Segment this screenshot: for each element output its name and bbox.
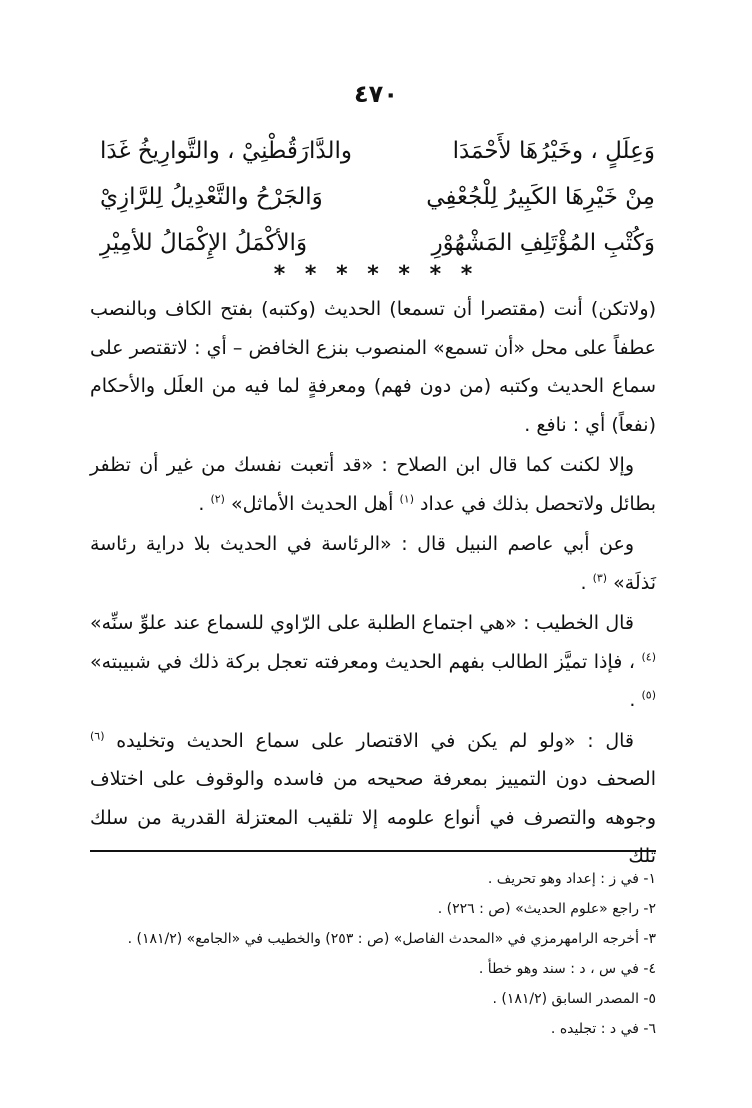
paragraph-text: أهل الحديث الأماثل»	[231, 492, 394, 515]
paragraph-text: (ولاتكن) أنت (مقتصرا أن تسمعا) الحديث (وكتبه) بفتح الكاف وبالنصب عطفاً على محل «أن تسمع» المنصوب بنزع الخافض – أي : لاتقتصر على سماع الحديث وكتبه (من دون فهم) ومعرفةٍ لما فيه من العلَل والأحكام (نفعاً) أي : نافع .	[90, 298, 656, 436]
verse-first-half: مِنْ خَيْرِهَا الكَبِيرُ لِلْجُعْفِي	[426, 184, 655, 210]
verse-second-half: والدَّارَقُطْنِيْ ، والتَّوارِيخُ غَدَا	[100, 138, 352, 164]
footnote-ref: (٥)	[641, 688, 656, 702]
footnote: ٦- في د : تجليده .	[550, 1021, 656, 1037]
paragraph-text: ، فإذا تميَّز الطالب بفهم الحديث ومعرفته تعجل بركة ذلك في شبيبته»	[90, 650, 635, 673]
footnote-ref: (٢)	[210, 492, 225, 506]
paragraph-text: .	[198, 492, 205, 515]
verse-second-half: وَالجَرْحُ والتَّعْدِيلُ لِلرَّازِيْ	[100, 184, 323, 210]
footnote-divider	[90, 850, 656, 852]
paragraph-text: الصحف دون التمييز بمعرفة صحيحه من فاسده والوقوف على اختلاف وجوهه والتصرف في أنواع علومه إلا تلقيب المعتزلة القدرية من سلك تلك	[90, 768, 656, 867]
poem-block	[100, 128, 655, 266]
verse-first-half: وَكُتْبِ المُؤْتَلِفِ المَشْهُوْرِ	[431, 230, 655, 256]
footnote-ref: (٣)	[592, 571, 608, 585]
paragraph	[90, 446, 656, 523]
verse-first-half: وَعِلَلٍ ، وخَيْرُهَا لأَحْمَدَا	[452, 138, 655, 164]
footnote: ٥- المصدر السابق (١٨١/٢) .	[492, 991, 656, 1007]
footnote-ref: (٤)	[641, 650, 656, 664]
paragraph	[90, 604, 656, 720]
footnote: ٣- أخرجه الرامهرمزي في «المحدث الفاصل» (ص : ٢٥٣) والخطيب في «الجامع» (١٨١/٢) .	[127, 931, 656, 947]
paragraph	[90, 722, 656, 876]
footnote: ١- في ز : إعداد وهو تحريف .	[487, 871, 656, 887]
paragraph-text: وإلا لكنت كما قال ابن الصلاح : «قد أتعبت نفسك من غير أن تظفر بطائل ولاتحصل بذلك في عداد	[90, 454, 656, 515]
paragraph-text: .	[629, 689, 636, 711]
section-separator: * * * * * * *	[273, 262, 479, 287]
poem-verse	[100, 174, 655, 220]
page-number: ٤٧٠	[354, 80, 398, 108]
footnote-ref: (١)	[399, 492, 414, 506]
paragraph-text: .	[580, 571, 587, 594]
footnote: ٢- راجع «علوم الحديث» (ص : ٢٢٦) .	[437, 901, 656, 917]
commentary-text	[90, 290, 656, 878]
paragraph-text: وعن أبي عاصم النبيل قال : «الرئاسة في الحديث بلا دراية رئاسة نَذلَة»	[90, 533, 656, 594]
paragraph	[90, 290, 656, 444]
footnote: ٤- في س ، د : سند وهو خطأ .	[478, 961, 656, 977]
paragraph-text: قال الخطيب : «هي اجتماع الطلبة على الرّاوي للسماع عند علوِّ سنِّه»	[90, 612, 634, 634]
paragraph	[90, 525, 656, 602]
verse-second-half: وَالأكْمَلُ الإِكْمَالُ للأمِيْرِ	[100, 230, 308, 256]
footnote-ref: (٦)	[90, 729, 105, 743]
poem-verse	[100, 128, 655, 174]
poem-verse	[100, 220, 655, 266]
footnotes	[70, 864, 656, 1044]
paragraph-text: قال : «ولو لم يكن في الاقتصار على سماع الحديث وتخليده	[116, 729, 634, 752]
